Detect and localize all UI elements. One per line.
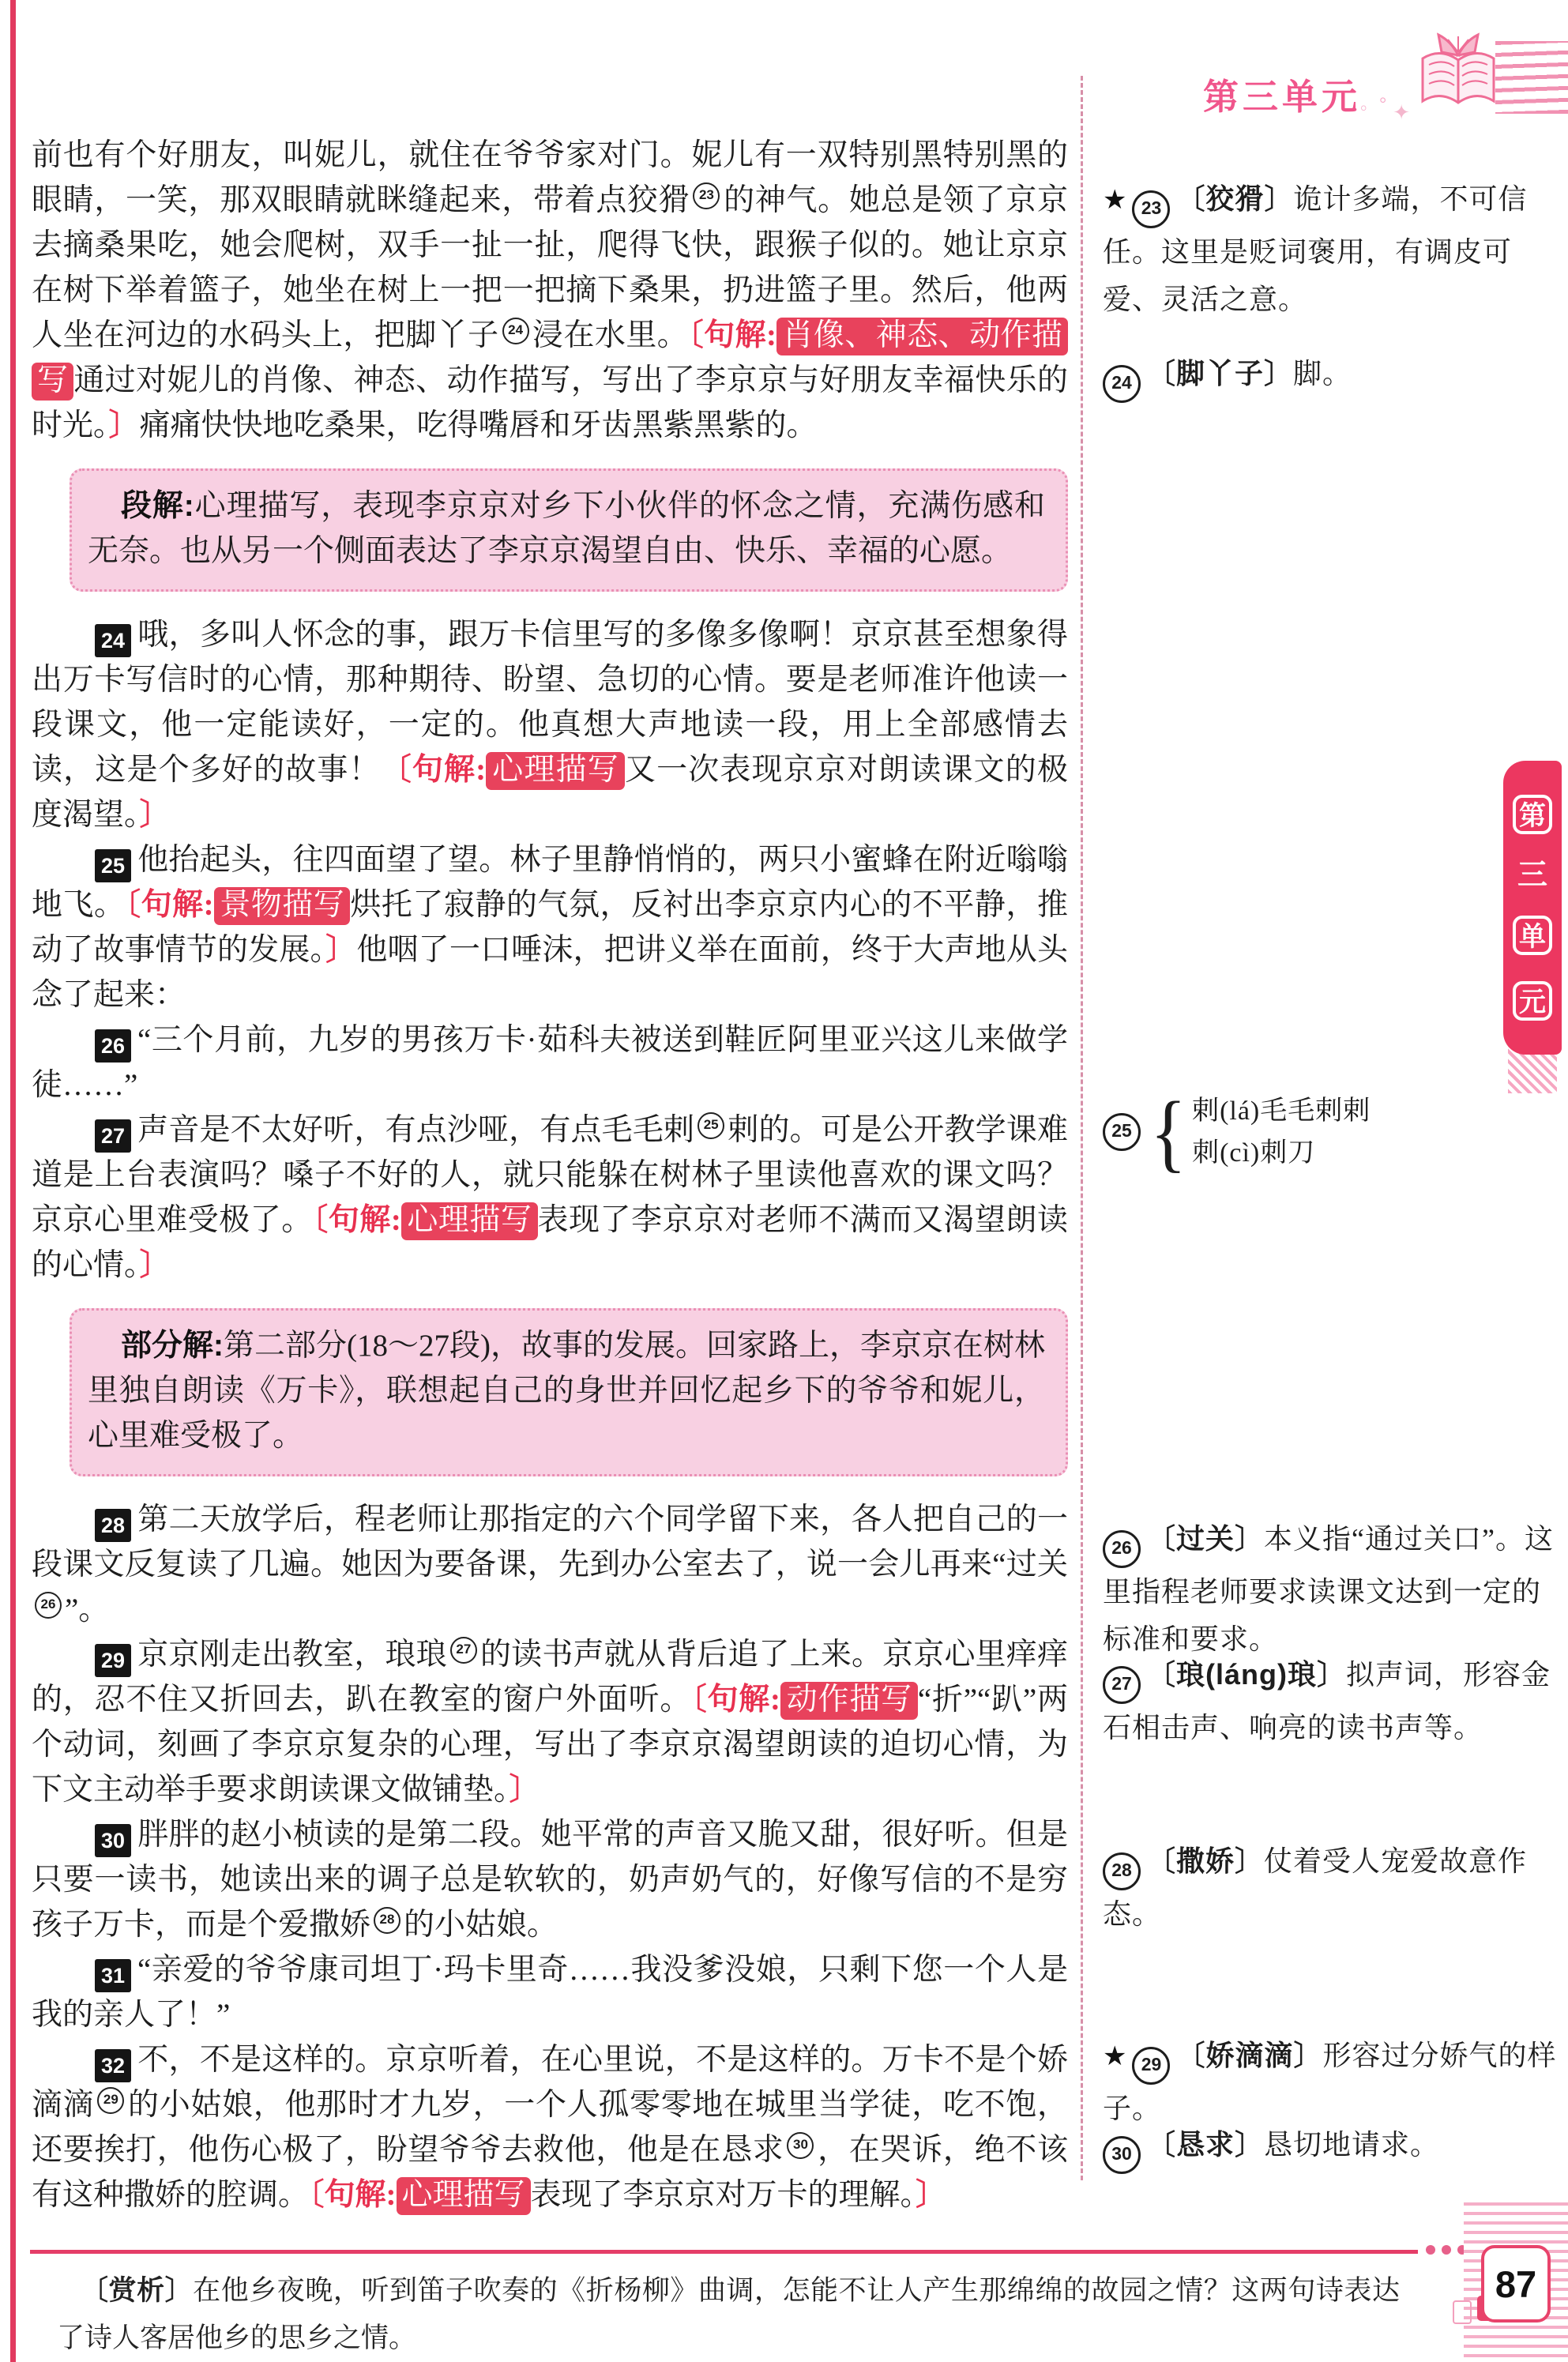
margin-note-28 [1103, 1837, 1557, 1938]
story-text: 痛痛快快地吃桑果，吃得嘴唇和牙齿黑紫黑紫的。 [139, 408, 818, 442]
note-term: 〔脚丫子〕 [1147, 357, 1294, 389]
story-paragraph [32, 1497, 1068, 1632]
margin-note-24 [1103, 350, 1557, 403]
story-text: “三个月前，九岁的男孩万卡·茹科夫被送到鞋匠阿里亚兴这儿来做学徒……” [32, 1023, 1068, 1102]
analysis-text: 心理描写，表现李京京对乡下小伙伴的怀念之情，充满伤感和无奈。也从另一个侧面表达了李京京渴望自由、快乐、幸福的心愿。 [88, 489, 1045, 568]
story-paragraph [32, 612, 1068, 837]
footer-divider-line [30, 2250, 1418, 2254]
story-paragraph [32, 1108, 1068, 1288]
technique-highlight-label: 景物描写 [214, 887, 351, 925]
note-term: 〔过关〕 [1147, 1522, 1265, 1555]
note-ref-number: 27 [1103, 1666, 1141, 1704]
unit-header-label: 第三单元 [1202, 77, 1361, 117]
note-ref-number: 28 [1103, 1852, 1141, 1890]
story-paragraph [32, 1812, 1068, 1947]
paragraph-number-badge: 28 [95, 1509, 131, 1542]
sentence-note-close-bracket: 〕 [325, 933, 357, 967]
key-point-star-icon: ★ [1103, 2042, 1128, 2071]
margin-note-29 [1103, 2032, 1557, 2132]
annotation-ref-number: 23 [693, 182, 720, 209]
story-text: 通过对妮儿的肖像、神态、动作描写，写出了李京京与好朋友幸福快乐的时光。 [32, 363, 1068, 442]
divider-dot [1442, 2245, 1451, 2255]
paragraph-number-badge: 31 [95, 1959, 131, 1992]
margin-note-25 [1103, 1082, 1557, 1180]
note-definition: 仗着受人宠爱故意作态。 [1103, 1845, 1528, 1930]
margin-note-23 [1103, 175, 1557, 323]
annotation-ref-number: 26 [35, 1592, 62, 1619]
note-ref-number: 23 [1132, 190, 1170, 228]
appreciation-body: 在他乡夜晚，听到笛子吹奏的《折杨柳》曲调，怎能不让人产生那绵绵的故园之情？这两句诗表达了诗人客居他乡的思乡之情。 [57, 2275, 1400, 2353]
sentence-note-open-label: 〔句解: [312, 1203, 401, 1237]
note-definition: 诡计多端，不可信任。这里是贬词褒用，有调皮可爱、灵活之意。 [1103, 183, 1528, 315]
annotation-ref-number: 28 [374, 1907, 400, 1934]
annotation-ref-number: 29 [97, 2087, 124, 2114]
technique-highlight-label: 肖像、神态、动作描写 [32, 318, 1068, 401]
note-ref-number: 25 [1103, 1113, 1141, 1151]
analysis-text: 第二部分(18～27段)，故事的发展。回家路上，李京京在树林里独自朗读《万卡》，联想起自己的身世并回忆起乡下的爷爷和妮儿，心里难受极了。 [88, 1329, 1045, 1453]
margin-note-30 [1103, 2121, 1557, 2174]
note-definition: 恳切地请求。 [1264, 2129, 1440, 2161]
story-text: 他咽了一口唾沫，把讲义举在面前，终于大声地从头念了起来： [32, 933, 1068, 1012]
pronunciation-line: 剌(lá)毛毛剌剌 [1192, 1096, 1371, 1126]
story-text: 表现了李京京对万卡的理解。 [530, 2178, 916, 2212]
technique-highlight-label: 心理描写 [486, 752, 625, 790]
story-text: 不，不是这样的。京京听着，在心里说，不是这样的。万卡不是个娇滴滴 [32, 2043, 1068, 2122]
unit-tab-char: 第 [1513, 795, 1552, 834]
bufenjie-analysis-box [70, 1308, 1068, 1476]
paragraph-number-badge: 27 [95, 1119, 131, 1153]
story-text: 表现了李京京对老师不满而又渴望朗读的心情。 [32, 1203, 1068, 1282]
paragraph-number-badge: 30 [95, 1824, 131, 1857]
left-margin-rule [10, 0, 16, 2362]
story-text: ，在哭诉，绝不该有这种撒娇的腔调。 [32, 2133, 1068, 2212]
note-term: 〔撒娇〕 [1147, 1845, 1265, 1877]
divider-dot [1426, 2245, 1435, 2255]
note-definition: 拟声词，形容金石相击声、响亮的读书声等。 [1103, 1659, 1551, 1743]
story-text: 的小姑娘，他那时才九岁，一个人孤零零地在城里当学徒，吃不饱，还要挨打，他伤心极了，盼望爷爷去救他，他是在恳求 [32, 2088, 1068, 2167]
story-paragraph [32, 837, 1068, 1017]
story-text: 烘托了寂静的气氛，反衬出李京京内心的不平静，推动了故事情节的发展。 [32, 888, 1068, 967]
note-term: 〔狡猾〕 [1176, 182, 1294, 215]
annotation-ref-number: 27 [450, 1637, 477, 1664]
margin-note-27 [1103, 1651, 1557, 1751]
note-definition: 形容过分娇气的样子。 [1103, 2040, 1557, 2124]
pagenum-mini-box [1453, 2300, 1472, 2324]
story-text: 的小姑娘。 [404, 1908, 558, 1942]
unit-tab-char: 三 [1517, 858, 1547, 892]
story-text: 的神气。她总是领了京京去摘桑果吃，她会爬树，双手一扯一扯，爬得飞快，跟猴子似的。她让京京在树下举着篮子，她坐在树上一把一把摘下桑果，扔进篮子里。然后，他两人坐在河边的水码头上，把脚丫子 [32, 183, 1068, 352]
story-paragraph [32, 133, 1068, 448]
story-text: 前也有个好朋友，叫妮儿，就住在爷爷家对门。妮儿有一双特别黑特别黑的眼睛，一笑，那双眼睛就眯缝起来，带着点狡猾 [32, 138, 1068, 217]
sentence-note-open-label: 〔句解: [691, 1683, 781, 1717]
page-number [1481, 2245, 1551, 2323]
story-text: 浸在水里。 [532, 318, 689, 352]
analysis-label: 段解: [121, 489, 194, 523]
note-term: 〔琅(láng)琅〕 [1147, 1658, 1346, 1691]
unit-side-tab [1503, 761, 1562, 1055]
sentence-note-open-label: 〔句解: [125, 888, 214, 922]
note-definition: 脚。 [1293, 358, 1352, 389]
technique-highlight-label: 心理描写 [397, 2177, 531, 2215]
story-text: 第二天放学后，程老师让那指定的六个同学留下来，各人把自己的一段课文反复读了几遍。她因为要备课，先到办公室去了，说一会儿再来“过关 [32, 1503, 1068, 1582]
note-ref-number: 30 [1103, 2136, 1141, 2174]
story-text: ”。 [65, 1593, 110, 1627]
story-text: 又一次表现京京对朗读课文的极度渴望。 [32, 753, 1068, 832]
annotation-ref-number: 30 [787, 2132, 814, 2159]
header-decor-dots: 。° [1360, 93, 1388, 113]
analysis-label: 部分解: [121, 1329, 224, 1363]
note-ref-number: 29 [1132, 2047, 1170, 2085]
note-term: 〔娇滴滴〕 [1176, 2039, 1323, 2071]
sentence-note-open-label: 〔句解: [309, 2178, 397, 2212]
sentence-note-close-bracket: 〕 [108, 408, 140, 442]
story-text: 哦，多叫人怀念的事，跟万卡信里写的多像多像啊！京京甚至想象得出万卡写信时的心情，那种期待、盼望、急切的心情。要是老师准许他读一段课文，他一定能读好，一定的。他真想大声地读一段，用上全部感情去读，这是个多好的故事！ [32, 618, 1068, 787]
story-text: “亲爱的爷爷康司坦丁·玛卡里奇……我没爹没娘，只剩下您一个人是我的亲人了！” [32, 1953, 1068, 2032]
sentence-note-open-label: 〔句解: [688, 318, 777, 352]
story-paragraph [32, 1947, 1068, 2037]
pronunciation-line: 刺(cì)刺刀 [1192, 1138, 1316, 1168]
sentence-note-close-bracket: 〕 [139, 798, 171, 832]
appreciation-note [57, 2267, 1400, 2362]
appreciation-label: 〔赏析〕 [81, 2275, 194, 2306]
paragraph-number-badge: 25 [95, 849, 131, 882]
technique-highlight-label: 动作描写 [780, 1682, 918, 1720]
story-paragraph [32, 1632, 1068, 1812]
sentence-note-close-bracket: 〕 [139, 1248, 171, 1282]
note-ref-number: 26 [1103, 1530, 1141, 1568]
note-ref-number: 24 [1103, 365, 1141, 403]
margin-notes-column [1103, 0, 1557, 2362]
annotation-ref-number: 24 [502, 318, 529, 344]
story-text: 京京刚走出教室，琅琅 [137, 1638, 447, 1672]
note-term: 〔恳求〕 [1147, 2128, 1265, 2161]
main-text-column [32, 133, 1068, 2217]
margin-note-26 [1103, 1515, 1557, 1663]
note-definition: 本义指“通过关口”。这里指程老师要求读课文达到一定的标准和要求。 [1103, 1523, 1554, 1655]
story-text: 声音是不太好听，有点沙哑，有点毛毛剌 [137, 1113, 695, 1147]
key-point-star-icon: ★ [1103, 186, 1128, 215]
story-paragraph [32, 2037, 1068, 2217]
paragraph-number-badge: 26 [95, 1029, 131, 1063]
sentence-note-close-bracket: 〕 [509, 1773, 540, 1807]
story-text: 剌的。可是公开教学课难道是上台表演吗？嗓子不好的人，就只能躲在树林子里读他喜欢的课文吗？京京心里难受极了。 [32, 1113, 1068, 1237]
story-text: 胖胖的赵小桢读的是第二段。她平常的声音又脆又甜，很好听。但是只要一读书，她读出来的调子总是软软的，奶声奶气的，好像写信的不是穷孩子万卡，而是个爱撒娇 [32, 1818, 1068, 1942]
story-text: “折”“趴”两个动词，刻画了李京京复杂的心理，写出了李京京渴望朗读的迫切心情，为下文主动举手要求朗读课文做铺垫。 [32, 1683, 1068, 1807]
paragraph-number-badge: 24 [95, 624, 131, 657]
pronunciation-pair [1192, 1090, 1371, 1174]
unit-tab-char: 单 [1513, 916, 1552, 955]
paragraph-number-badge: 29 [95, 1644, 131, 1677]
story-text: 他抬起头，往四面望了望。林子里静悄悄的，两只小蜜蜂在附近嗡嗡地飞。 [32, 843, 1068, 922]
column-divider-dashed [1081, 76, 1083, 2180]
duanjie-analysis-box [70, 468, 1068, 592]
unit-tab-char: 元 [1513, 981, 1552, 1021]
story-text: 的读书声就从背后追了上来。京京心里痒痒的，忍不住又折回去，趴在教室的窗户外面听。 [32, 1638, 1068, 1717]
page-number-value: 87 [1495, 2262, 1537, 2305]
brace-glyph: { [1150, 1082, 1188, 1180]
technique-highlight-label: 心理描写 [401, 1202, 538, 1240]
paragraph-number-badge: 32 [95, 2049, 131, 2082]
story-paragraph [32, 1017, 1068, 1108]
sentence-note-close-bracket: 〕 [916, 2178, 947, 2212]
sentence-note-open-label: 〔句解: [380, 753, 487, 787]
sparkle-icon: ✦ [1393, 101, 1410, 124]
annotation-ref-number: 25 [698, 1112, 724, 1139]
